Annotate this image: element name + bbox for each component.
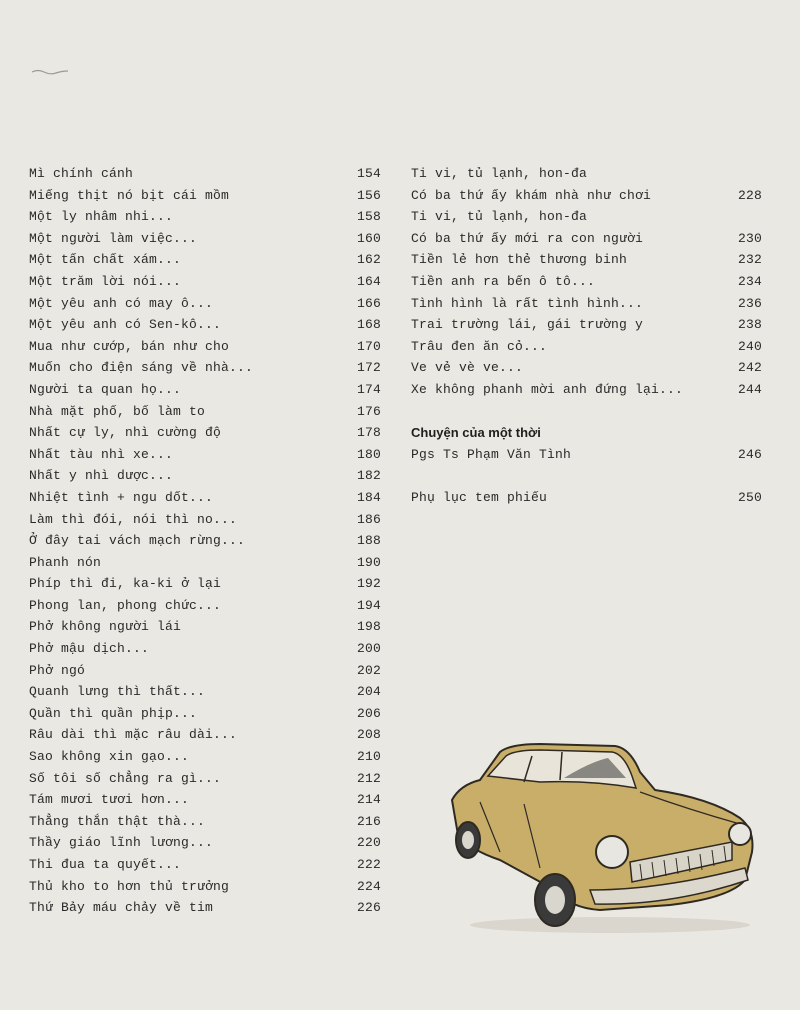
toc-entry-page: 200	[356, 641, 381, 657]
toc-entry-title: Ve vẻ vè ve...	[411, 360, 524, 376]
toc-entry-page: 234	[737, 273, 762, 289]
toc-entry[interactable]	[29, 724, 381, 746]
toc-entry-page: 204	[356, 684, 381, 700]
toc-entry[interactable]	[411, 336, 762, 358]
toc-entry-page: 162	[356, 252, 381, 268]
toc-entry-title: Nhà mặt phố, bố làm to	[29, 403, 206, 419]
toc-entry-page: 210	[356, 749, 381, 765]
toc-entry-title: Quần thì quần phịp...	[29, 705, 198, 721]
toc-entry-page: 206	[356, 705, 381, 721]
toc-entry-page: 198	[356, 619, 381, 635]
toc-entry-title: Tình hình là rất tình hình...	[411, 295, 644, 311]
toc-entry-page: 250	[737, 489, 762, 505]
toc-entry-page: 184	[356, 489, 381, 505]
toc-entry-title: Nhất tàu nhì xe...	[29, 446, 174, 462]
toc-entry[interactable]	[411, 357, 762, 379]
toc-entry[interactable]	[411, 293, 762, 315]
toc-entry[interactable]	[29, 768, 381, 790]
toc-entry[interactable]	[29, 789, 381, 811]
toc-entry[interactable]	[411, 314, 762, 336]
toc-entry-title: Xe không phanh mời anh đứng lại...	[411, 381, 684, 397]
toc-entry-title: Pgs Ts Phạm Văn Tình	[411, 446, 572, 462]
toc-entry-title: Trai trường lái, gái trường y	[411, 317, 644, 333]
toc-entry[interactable]	[29, 530, 381, 552]
toc-entry-title: Một trăm lời nói...	[29, 273, 182, 289]
toc-entry-page: 244	[737, 381, 762, 397]
toc-entry[interactable]	[29, 271, 381, 293]
toc-entry[interactable]	[29, 897, 381, 919]
toc-entry-page: 220	[356, 835, 381, 851]
toc-entry-page: 194	[356, 597, 381, 613]
toc-entry-title: Thẳng thắn thật thà...	[29, 813, 206, 829]
toc-entry-page: 214	[356, 792, 381, 808]
toc-entry-title: Râu dài thì mặc râu dài...	[29, 727, 238, 743]
toc-entry[interactable]	[29, 314, 381, 336]
toc-entry[interactable]	[29, 552, 381, 574]
toc-entry-page: 180	[356, 446, 381, 462]
toc-entry-title: Tiền lẻ hơn thẻ thương binh	[411, 252, 628, 268]
toc-entry-page: 242	[737, 360, 762, 376]
toc-entry-title-line1: Ti vi, tủ lạnh, hon-đa	[411, 166, 588, 181]
toc-entry-title: Mì chính cánh	[29, 166, 134, 181]
toc-entry-page: 156	[356, 187, 381, 203]
toc-entry[interactable]	[29, 832, 381, 854]
toc-entry-title: Phanh nón	[29, 554, 102, 570]
toc-entry-page: 166	[356, 295, 381, 311]
toc-entry-page: 208	[356, 727, 381, 743]
toc-entry[interactable]	[29, 638, 381, 660]
toc-entry-title: Thầy giáo lĩnh lương...	[29, 835, 214, 851]
toc-entry-page: 158	[356, 209, 381, 225]
toc-entry[interactable]	[411, 206, 762, 249]
toc-entry-page: 216	[356, 813, 381, 829]
toc-entry-title: Tiền anh ra bến ô tô...	[411, 273, 596, 289]
toc-entry[interactable]	[29, 336, 381, 358]
toc-entry-page: 236	[737, 295, 762, 311]
toc-entry-title: Nhiệt tình + ngu dốt...	[29, 489, 214, 505]
toc-entry[interactable]	[29, 703, 381, 725]
toc-entry[interactable]	[29, 249, 381, 271]
toc-entry-page: 222	[356, 857, 381, 872]
toc-entry[interactable]	[29, 811, 381, 833]
toc-entry-page: 178	[356, 425, 381, 441]
toc-entry[interactable]	[29, 444, 381, 466]
toc-entry-title: Làm thì đói, nói thì no...	[29, 511, 238, 527]
toc-entry-title: Số tôi số chẳng ra gì...	[29, 770, 222, 786]
toc-entry-title: Tám mươi tươi hơn...	[29, 792, 190, 808]
toc-entry[interactable]	[29, 509, 381, 531]
toc-entry-title: Thủ kho to hơn thủ trưởng	[29, 878, 230, 894]
toc-entry-title: Một yêu anh có Sen-kô...	[29, 317, 222, 333]
toc-entry[interactable]	[29, 616, 381, 638]
toc-entry-title: Phở ngó	[29, 662, 86, 678]
spacer	[411, 465, 762, 487]
ink-smudge-icon	[30, 66, 70, 78]
toc-entry[interactable]	[411, 444, 762, 466]
toc-entry-page: 232	[737, 252, 762, 268]
toc-entry-title: Phíp thì đi, ka-ki ở lại	[29, 576, 222, 592]
toc-entry-title: Một tấn chất xám...	[29, 252, 182, 268]
toc-entry-title: Sao không xin gạo...	[29, 749, 190, 765]
toc-entry-page: 192	[356, 576, 381, 592]
toc-entry-page: 212	[356, 770, 381, 786]
toc-entry-title: Phụ lục tem phiếu	[411, 489, 548, 505]
toc-entry-title: Một yêu anh có may ô...	[29, 295, 214, 311]
toc-entry[interactable]	[29, 185, 381, 207]
toc-entry-page: 230	[737, 230, 762, 246]
toc-entry-title: Mua như cướp, bán như cho	[29, 338, 230, 354]
toc-entry-page: 174	[356, 381, 381, 397]
toc-entry-page: 202	[356, 662, 381, 678]
toc-entry[interactable]	[29, 422, 381, 444]
toc-entry[interactable]	[411, 271, 762, 293]
toc-entry-page: 228	[737, 187, 762, 203]
toc-entry[interactable]	[29, 746, 381, 768]
section-heading: Chuyện của một thời	[411, 425, 541, 441]
toc-right-column	[411, 163, 762, 509]
toc-entry-page: 160	[356, 230, 381, 246]
toc-entry-title: Phong lan, phong chức...	[29, 597, 222, 613]
toc-entry-appendix[interactable]	[411, 487, 762, 509]
toc-entry-title: Người ta quan họ...	[29, 381, 182, 397]
toc-entry[interactable]	[29, 293, 381, 315]
toc-entry[interactable]	[411, 249, 762, 271]
toc-entry-page: 188	[356, 533, 381, 549]
toc-entry-page: 186	[356, 511, 381, 527]
vintage-car-icon	[440, 740, 760, 940]
toc-entry[interactable]	[29, 228, 381, 250]
toc-entry[interactable]	[29, 681, 381, 703]
toc-entry-title: Ở đây tai vách mạch rừng...	[29, 533, 246, 549]
toc-entry-title: Quanh lưng thì thất...	[29, 684, 206, 700]
toc-entry-page: 154	[356, 166, 381, 181]
toc-entry-title-line2: Có ba thứ ấy mới ra con người	[411, 230, 644, 246]
toc-entry[interactable]	[29, 876, 381, 898]
toc-entry-title: Nhất cự ly, nhì cường độ	[29, 425, 222, 441]
toc-entry[interactable]	[29, 357, 381, 379]
toc-entry-title: Một người làm việc...	[29, 230, 198, 246]
toc-entry-title: Thi đua ta quyết...	[29, 857, 182, 872]
toc-entry-title: Phở không người lái	[29, 619, 182, 635]
toc-entry-title: Một ly nhâm nhi...	[29, 209, 174, 225]
toc-entry-page: 170	[356, 338, 381, 354]
toc-entry-title: Trâu đen ăn cỏ...	[411, 338, 548, 354]
toc-entry[interactable]	[29, 163, 381, 185]
toc-entry-title-line2: Có ba thứ ấy khám nhà như chơi	[411, 187, 652, 203]
toc-entry-page: 164	[356, 273, 381, 289]
toc-entry[interactable]	[29, 401, 381, 423]
toc-left-column	[29, 163, 381, 919]
toc-entry-title: Nhất y nhì dược...	[29, 468, 174, 484]
toc-entry-title-line1: Ti vi, tủ lạnh, hon-đa	[411, 209, 588, 225]
toc-entry-title: Thứ Bảy máu chảy về tim	[29, 900, 214, 916]
toc-entry-page: 182	[356, 468, 381, 484]
toc-entry[interactable]	[29, 379, 381, 401]
toc-entry[interactable]	[29, 465, 381, 487]
toc-entry[interactable]	[29, 660, 381, 682]
toc-entry-page: 246	[737, 446, 762, 462]
toc-entry-page: 226	[356, 900, 381, 916]
toc-entry-page: 168	[356, 317, 381, 333]
toc-entry-page: 190	[356, 554, 381, 570]
toc-entry[interactable]	[29, 854, 381, 876]
toc-entry-page: 224	[356, 878, 381, 894]
toc-entry[interactable]	[29, 573, 381, 595]
toc-entry-title: Phở mậu dịch...	[29, 641, 150, 657]
toc-entry-page: 238	[737, 317, 762, 333]
toc-entry[interactable]	[29, 206, 381, 228]
toc-entry-page: 240	[737, 338, 762, 354]
toc-entry[interactable]	[29, 487, 381, 509]
toc-entry-page: 172	[356, 360, 381, 376]
toc-entry-title: Miếng thịt nó bịt cái mồm	[29, 187, 230, 203]
toc-entry[interactable]	[411, 379, 762, 401]
toc-entry[interactable]	[29, 595, 381, 617]
toc-entry-title: Muốn cho điện sáng về nhà...	[29, 360, 254, 376]
toc-entry-page: 176	[356, 403, 381, 419]
toc-entry[interactable]	[411, 163, 762, 206]
